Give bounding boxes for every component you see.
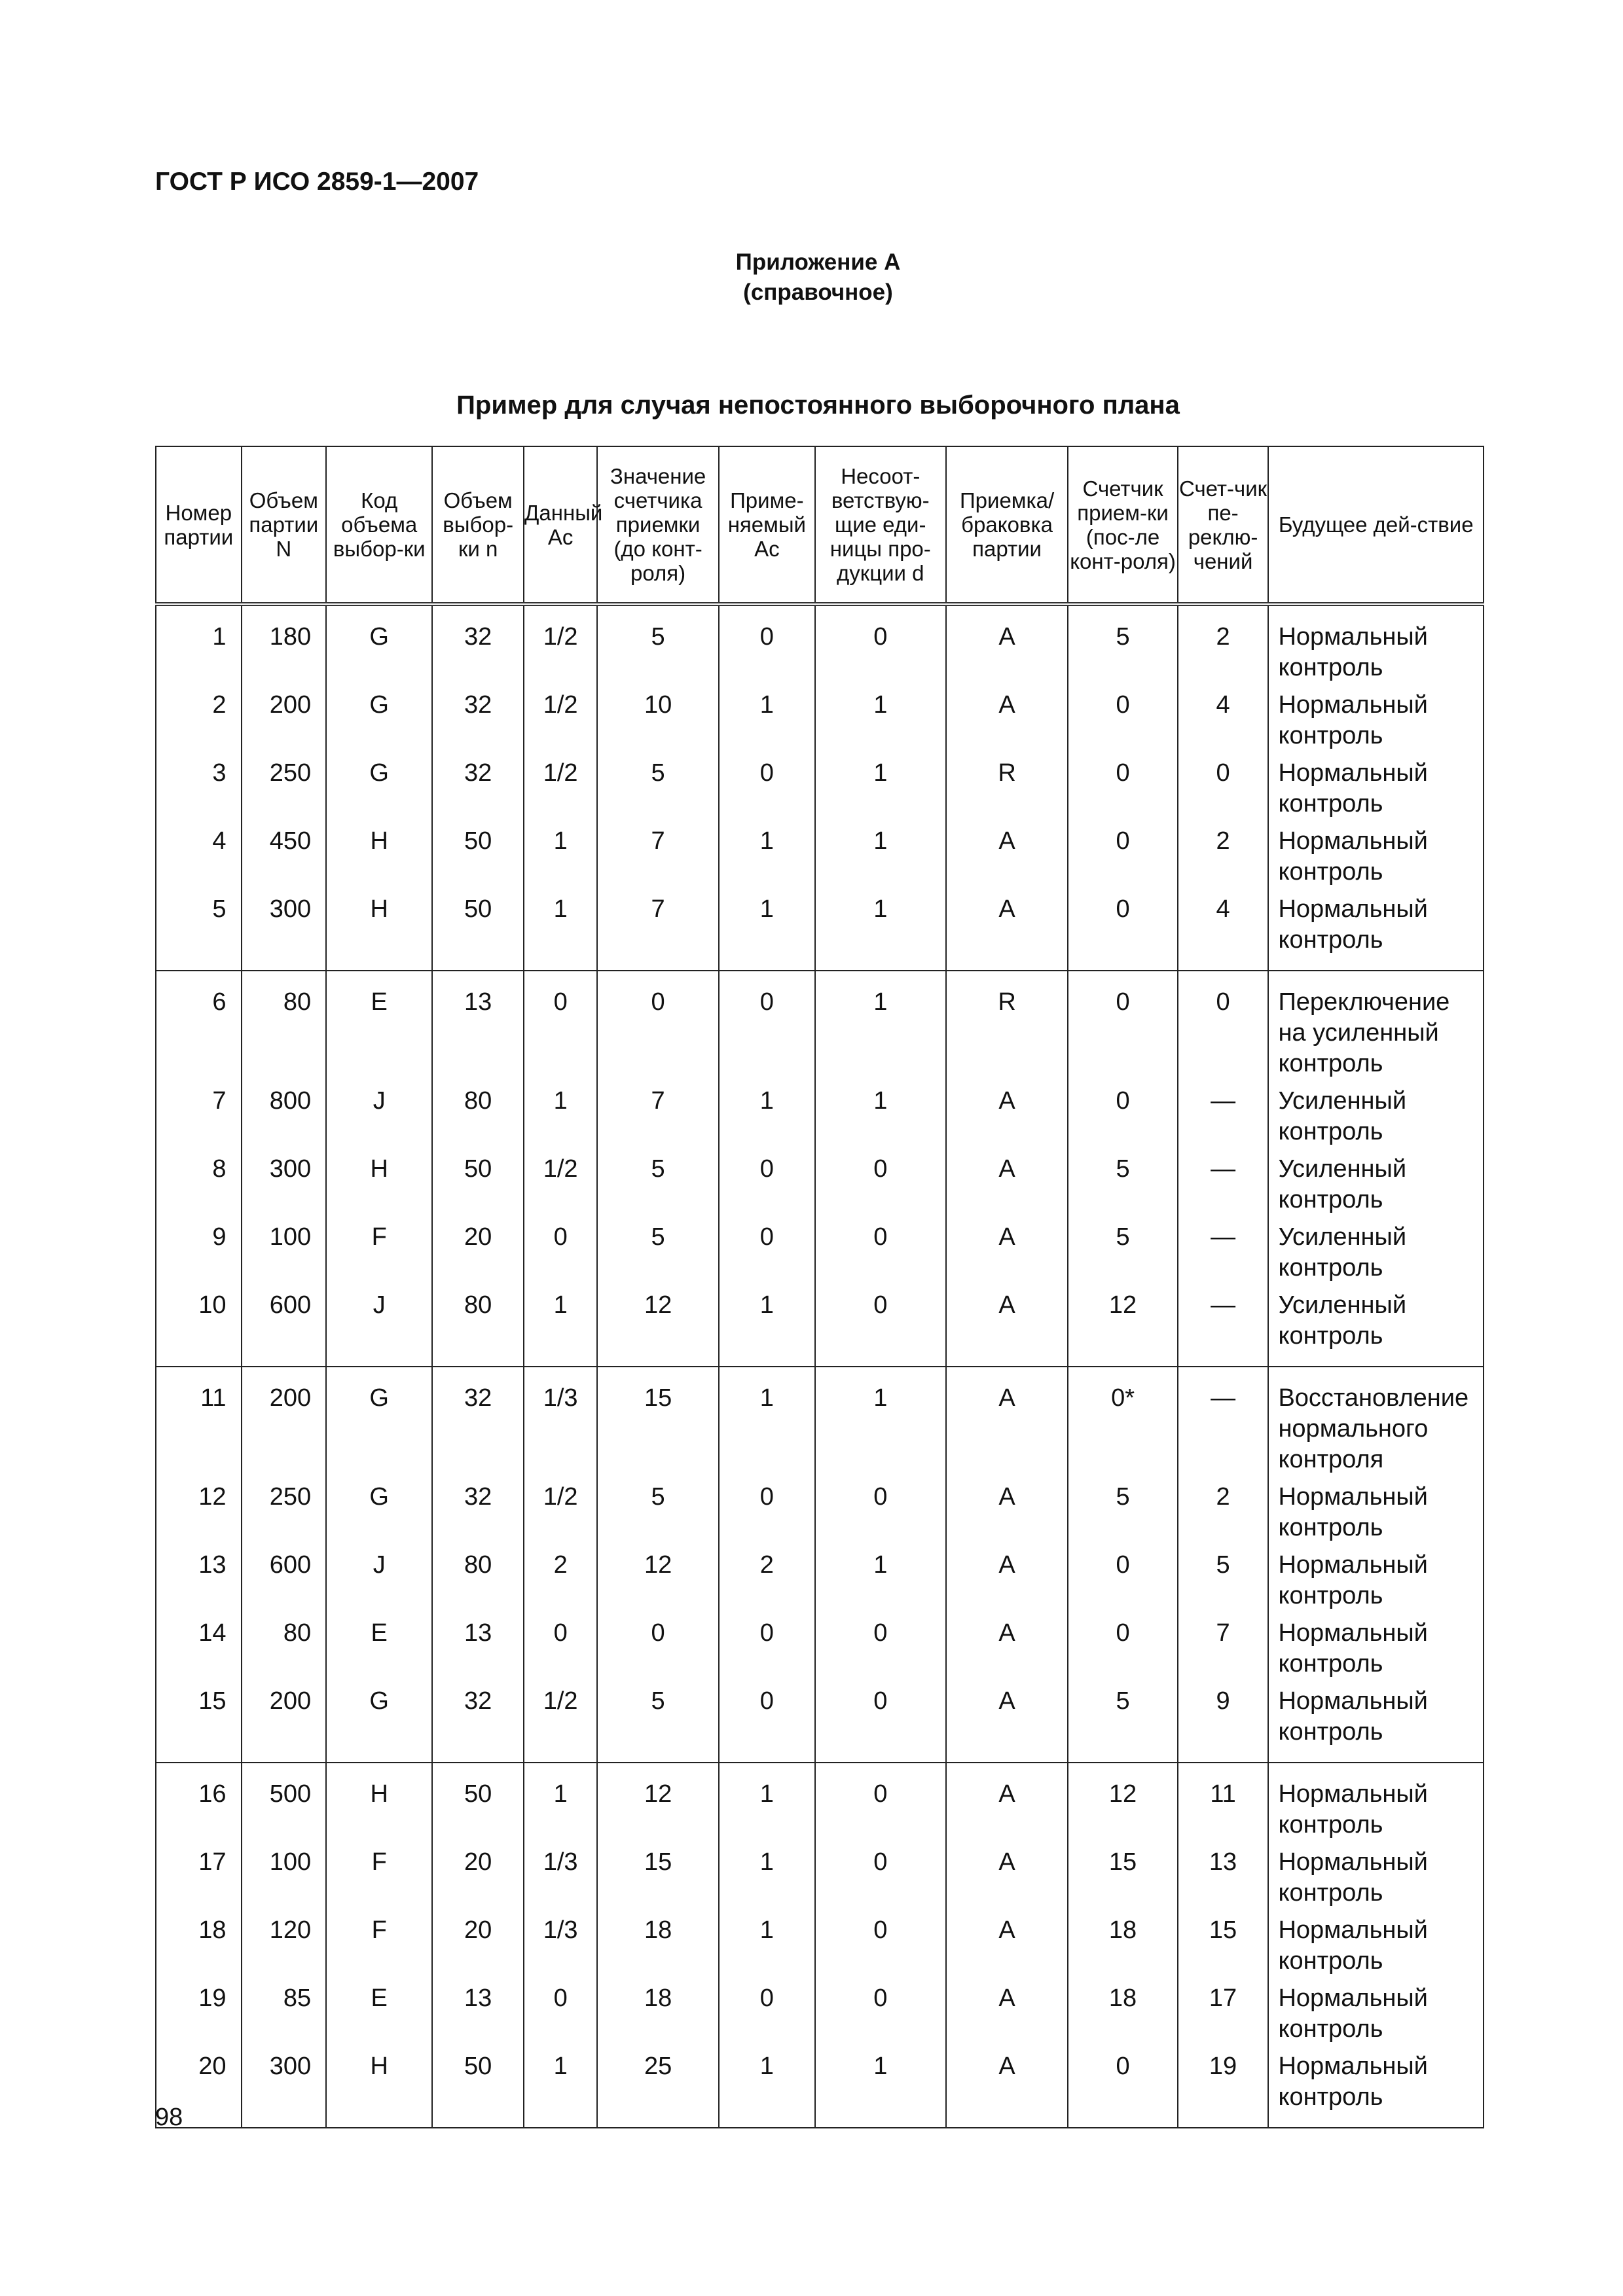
given-ac-cell: 1/3 [524, 1367, 597, 1475]
switching-score-cell: 7 [1178, 1611, 1269, 1679]
switching-score-cell: 2 [1178, 819, 1269, 888]
lot-size-cell: 300 [242, 1147, 327, 1215]
future-action-cell: Нормальный контроль [1268, 1611, 1484, 1679]
lot-size-cell: 80 [242, 1611, 327, 1679]
lot-size-cell: 180 [242, 604, 327, 683]
lot-number-cell: 17 [156, 1840, 242, 1909]
acceptance-score-after-cell: 0 [1068, 683, 1177, 751]
lot-size-cell: 600 [242, 1543, 327, 1611]
table-row [156, 888, 1484, 971]
lot-number-cell: 15 [156, 1679, 242, 1763]
sample-size-cell: 13 [432, 1611, 524, 1679]
lot-decision-cell: R [946, 971, 1068, 1079]
lot-decision-cell: A [946, 1079, 1068, 1147]
annex-type: (справочное) [743, 279, 893, 305]
lot-number-cell: 1 [156, 604, 242, 683]
nonconforming-items-cell: 1 [815, 1367, 946, 1475]
switching-score-cell: 9 [1178, 1679, 1269, 1763]
lot-number-cell: 3 [156, 751, 242, 819]
acceptance-score-before-cell: 7 [597, 1079, 719, 1147]
nonconforming-items-cell: 0 [815, 1679, 946, 1763]
sample-size-code-cell: F [326, 1840, 432, 1909]
future-action-cell: Восстановление нормального контроля [1268, 1367, 1484, 1475]
lot-size-cell: 100 [242, 1215, 327, 1283]
switching-score-cell: — [1178, 1367, 1269, 1475]
acceptance-score-before-cell: 0 [597, 1611, 719, 1679]
acceptance-score-after-cell: 0* [1068, 1367, 1177, 1475]
acceptance-score-after-cell: 0 [1068, 819, 1177, 888]
acceptance-score-before-cell: 5 [597, 751, 719, 819]
lot-decision-cell: A [946, 1611, 1068, 1679]
lot-decision-cell: A [946, 1543, 1068, 1611]
sample-size-cell: 32 [432, 1367, 524, 1475]
table-row [156, 1367, 1484, 1475]
applied-ac-cell: 1 [719, 1909, 815, 1977]
sample-size-cell: 20 [432, 1840, 524, 1909]
lot-decision-cell: A [946, 1367, 1068, 1475]
acceptance-score-after-cell: 18 [1068, 1977, 1177, 2045]
acceptance-score-before-cell: 15 [597, 1367, 719, 1475]
lot-number-cell: 6 [156, 971, 242, 1079]
column-header: Номер партии [156, 446, 242, 604]
sample-size-cell: 20 [432, 1909, 524, 1977]
lot-decision-cell: A [946, 1679, 1068, 1763]
future-action-cell: Нормальный контроль [1268, 1840, 1484, 1909]
lot-number-cell: 12 [156, 1475, 242, 1543]
given-ac-cell: 1 [524, 1283, 597, 1367]
applied-ac-cell: 1 [719, 1367, 815, 1475]
table-row [156, 2045, 1484, 2128]
lot-size-cell: 200 [242, 683, 327, 751]
lot-decision-cell: A [946, 819, 1068, 888]
nonconforming-items-cell: 0 [815, 1977, 946, 2045]
lot-size-cell: 85 [242, 1977, 327, 2045]
sample-size-code-cell: G [326, 1679, 432, 1763]
nonconforming-items-cell: 1 [815, 1543, 946, 1611]
lot-size-cell: 500 [242, 1763, 327, 1840]
sample-size-cell: 80 [432, 1543, 524, 1611]
future-action-cell: Нормальный контроль [1268, 1763, 1484, 1840]
future-action-cell: Нормальный контроль [1268, 751, 1484, 819]
switching-score-cell: — [1178, 1079, 1269, 1147]
sample-size-cell: 20 [432, 1215, 524, 1283]
switching-score-cell: — [1178, 1147, 1269, 1215]
table-row [156, 1215, 1484, 1283]
applied-ac-cell: 0 [719, 1611, 815, 1679]
lot-decision-cell: A [946, 888, 1068, 971]
future-action-cell: Усиленный контроль [1268, 1147, 1484, 1215]
sample-size-cell: 32 [432, 1475, 524, 1543]
nonconforming-items-cell: 0 [815, 1840, 946, 1909]
acceptance-score-before-cell: 18 [597, 1909, 719, 1977]
lot-size-cell: 100 [242, 1840, 327, 1909]
acceptance-score-before-cell: 5 [597, 1475, 719, 1543]
table-row [156, 1679, 1484, 1763]
sample-size-code-cell: G [326, 683, 432, 751]
given-ac-cell: 1/3 [524, 1909, 597, 1977]
lot-number-cell: 8 [156, 1147, 242, 1215]
acceptance-score-before-cell: 12 [597, 1543, 719, 1611]
acceptance-score-before-cell: 7 [597, 819, 719, 888]
lot-number-cell: 10 [156, 1283, 242, 1367]
sample-size-cell: 80 [432, 1079, 524, 1147]
future-action-cell: Нормальный контроль [1268, 683, 1484, 751]
lot-size-cell: 200 [242, 1367, 327, 1475]
nonconforming-items-cell: 1 [815, 971, 946, 1079]
sample-size-code-cell: E [326, 1611, 432, 1679]
table-row [156, 1977, 1484, 2045]
lot-number-cell: 4 [156, 819, 242, 888]
sample-size-code-cell: G [326, 1367, 432, 1475]
sample-size-cell: 50 [432, 819, 524, 888]
column-header: Приемка/ браковка партии [946, 446, 1068, 604]
sample-size-cell: 32 [432, 683, 524, 751]
lot-number-cell: 20 [156, 2045, 242, 2128]
applied-ac-cell: 1 [719, 819, 815, 888]
switching-score-cell: 13 [1178, 1840, 1269, 1909]
future-action-cell: Нормальный контроль [1268, 1977, 1484, 2045]
acceptance-score-after-cell: 18 [1068, 1909, 1177, 1977]
acceptance-score-before-cell: 12 [597, 1283, 719, 1367]
column-header: Будущее дей-ствие [1268, 446, 1484, 604]
switching-score-cell: 5 [1178, 1543, 1269, 1611]
table-row [156, 971, 1484, 1079]
switching-score-cell: 4 [1178, 888, 1269, 971]
sample-size-cell: 13 [432, 971, 524, 1079]
future-action-cell: Нормальный контроль [1268, 1475, 1484, 1543]
sample-size-cell: 50 [432, 1147, 524, 1215]
switching-score-cell: — [1178, 1215, 1269, 1283]
sample-size-cell: 80 [432, 1283, 524, 1367]
acceptance-score-after-cell: 0 [1068, 1543, 1177, 1611]
nonconforming-items-cell: 0 [815, 1611, 946, 1679]
acceptance-score-before-cell: 5 [597, 1679, 719, 1763]
applied-ac-cell: 2 [719, 1543, 815, 1611]
switching-score-cell: 0 [1178, 751, 1269, 819]
switching-score-cell: 19 [1178, 2045, 1269, 2128]
table-body [156, 604, 1484, 2128]
given-ac-cell: 1 [524, 819, 597, 888]
table-row [156, 1543, 1484, 1611]
acceptance-score-before-cell: 15 [597, 1840, 719, 1909]
table-row [156, 1611, 1484, 1679]
sample-size-code-cell: H [326, 2045, 432, 2128]
sample-size-code-cell: G [326, 604, 432, 683]
lot-size-cell: 120 [242, 1909, 327, 1977]
lot-size-cell: 800 [242, 1079, 327, 1147]
lot-number-cell: 7 [156, 1079, 242, 1147]
switching-score-cell: — [1178, 1283, 1269, 1367]
lot-decision-cell: A [946, 1977, 1068, 2045]
lot-decision-cell: A [946, 1475, 1068, 1543]
switching-score-cell: 0 [1178, 971, 1269, 1079]
lot-decision-cell: A [946, 1909, 1068, 1977]
acceptance-score-after-cell: 5 [1068, 1475, 1177, 1543]
given-ac-cell: 0 [524, 1215, 597, 1283]
lot-number-cell: 14 [156, 1611, 242, 1679]
column-header: Объем партии N [242, 446, 327, 604]
table-title: Пример для случая непостоянного выборочного плана [456, 391, 1180, 420]
given-ac-cell: 1 [524, 1763, 597, 1840]
table-row [156, 683, 1484, 751]
future-action-cell: Нормальный контроль [1268, 604, 1484, 683]
applied-ac-cell: 0 [719, 751, 815, 819]
acceptance-score-before-cell: 0 [597, 971, 719, 1079]
lot-size-cell: 80 [242, 971, 327, 1079]
column-header: Объем выбор-ки n [432, 446, 524, 604]
column-header: Счет-чик пе-реклю-чений [1178, 446, 1269, 604]
table-header-row [156, 446, 1484, 604]
applied-ac-cell: 1 [719, 888, 815, 971]
acceptance-score-after-cell: 0 [1068, 2045, 1177, 2128]
lot-number-cell: 18 [156, 1909, 242, 1977]
column-header: Данный Ac [524, 446, 597, 604]
sample-size-cell: 32 [432, 1679, 524, 1763]
acceptance-score-after-cell: 0 [1068, 888, 1177, 971]
lot-decision-cell: A [946, 2045, 1068, 2128]
given-ac-cell: 0 [524, 1611, 597, 1679]
given-ac-cell: 1/2 [524, 1475, 597, 1543]
table-row [156, 1283, 1484, 1367]
lot-decision-cell: A [946, 1215, 1068, 1283]
given-ac-cell: 1 [524, 888, 597, 971]
applied-ac-cell: 0 [719, 604, 815, 683]
given-ac-cell: 0 [524, 1977, 597, 2045]
lot-decision-cell: A [946, 683, 1068, 751]
sample-size-code-cell: E [326, 1977, 432, 2045]
future-action-cell: Усиленный контроль [1268, 1079, 1484, 1147]
column-header: Приме-няемый Ac [719, 446, 815, 604]
table-row [156, 604, 1484, 683]
nonconforming-items-cell: 1 [815, 1079, 946, 1147]
switching-score-cell: 15 [1178, 1909, 1269, 1977]
lot-decision-cell: A [946, 1283, 1068, 1367]
sample-size-code-cell: J [326, 1079, 432, 1147]
future-action-cell: Усиленный контроль [1268, 1283, 1484, 1367]
acceptance-score-after-cell: 5 [1068, 604, 1177, 683]
sample-size-code-cell: G [326, 751, 432, 819]
lot-decision-cell: R [946, 751, 1068, 819]
acceptance-score-before-cell: 12 [597, 1763, 719, 1840]
acceptance-score-before-cell: 25 [597, 2045, 719, 2128]
applied-ac-cell: 0 [719, 1679, 815, 1763]
nonconforming-items-cell: 0 [815, 1283, 946, 1367]
nonconforming-items-cell: 1 [815, 888, 946, 971]
applied-ac-cell: 0 [719, 1475, 815, 1543]
acceptance-score-after-cell: 0 [1068, 1079, 1177, 1147]
future-action-cell: Переключение на усиленный контроль [1268, 971, 1484, 1079]
future-action-cell: Нормальный контроль [1268, 1909, 1484, 1977]
lot-size-cell: 250 [242, 751, 327, 819]
sample-size-code-cell: F [326, 1909, 432, 1977]
applied-ac-cell: 1 [719, 2045, 815, 2128]
sample-size-code-cell: H [326, 819, 432, 888]
table-row [156, 1079, 1484, 1147]
given-ac-cell: 1/3 [524, 1840, 597, 1909]
acceptance-score-after-cell: 12 [1068, 1283, 1177, 1367]
acceptance-score-after-cell: 5 [1068, 1679, 1177, 1763]
lot-size-cell: 300 [242, 2045, 327, 2128]
lot-number-cell: 2 [156, 683, 242, 751]
switching-score-cell: 2 [1178, 604, 1269, 683]
sample-size-code-cell: J [326, 1283, 432, 1367]
sample-size-code-cell: H [326, 888, 432, 971]
future-action-cell: Нормальный контроль [1268, 1679, 1484, 1763]
sample-size-cell: 50 [432, 1763, 524, 1840]
data-table-container [155, 446, 1484, 2111]
lot-decision-cell: A [946, 1763, 1068, 1840]
sample-size-cell: 50 [432, 2045, 524, 2128]
given-ac-cell: 1/2 [524, 751, 597, 819]
switching-score-cell: 17 [1178, 1977, 1269, 2045]
lot-size-cell: 200 [242, 1679, 327, 1763]
table-row [156, 1909, 1484, 1977]
acceptance-score-before-cell: 18 [597, 1977, 719, 2045]
applied-ac-cell: 1 [719, 1079, 815, 1147]
table-row [156, 1147, 1484, 1215]
sample-size-code-cell: J [326, 1543, 432, 1611]
given-ac-cell: 1/2 [524, 1679, 597, 1763]
given-ac-cell: 1/2 [524, 1147, 597, 1215]
switching-score-cell: 2 [1178, 1475, 1269, 1543]
sample-size-cell: 13 [432, 1977, 524, 2045]
lot-size-cell: 600 [242, 1283, 327, 1367]
lot-size-cell: 450 [242, 819, 327, 888]
lot-decision-cell: A [946, 1840, 1068, 1909]
column-header: Код объема выбор-ки [326, 446, 432, 604]
applied-ac-cell: 0 [719, 971, 815, 1079]
nonconforming-items-cell: 1 [815, 2045, 946, 2128]
acceptance-score-before-cell: 5 [597, 1215, 719, 1283]
applied-ac-cell: 1 [719, 683, 815, 751]
acceptance-score-after-cell: 0 [1068, 1611, 1177, 1679]
annex-heading [0, 247, 1623, 308]
acceptance-score-after-cell: 12 [1068, 1763, 1177, 1840]
sample-size-cell: 50 [432, 888, 524, 971]
given-ac-cell: 2 [524, 1543, 597, 1611]
nonconforming-items-cell: 0 [815, 604, 946, 683]
nonconforming-items-cell: 1 [815, 751, 946, 819]
sample-size-code-cell: E [326, 971, 432, 1079]
acceptance-score-before-cell: 7 [597, 888, 719, 971]
applied-ac-cell: 1 [719, 1283, 815, 1367]
applied-ac-cell: 0 [719, 1215, 815, 1283]
nonconforming-items-cell: 1 [815, 819, 946, 888]
table-row [156, 819, 1484, 888]
lot-size-cell: 300 [242, 888, 327, 971]
future-action-cell: Нормальный контроль [1268, 1543, 1484, 1611]
nonconforming-items-cell: 0 [815, 1475, 946, 1543]
acceptance-score-after-cell: 5 [1068, 1215, 1177, 1283]
future-action-cell: Усиленный контроль [1268, 1215, 1484, 1283]
table-row [156, 1763, 1484, 1840]
table-row [156, 751, 1484, 819]
acceptance-score-before-cell: 10 [597, 683, 719, 751]
table-row [156, 1475, 1484, 1543]
given-ac-cell: 1 [524, 1079, 597, 1147]
applied-ac-cell: 0 [719, 1147, 815, 1215]
sample-size-cell: 32 [432, 751, 524, 819]
column-header: Несоот-ветствую-щие еди-ницы про-дукции d [815, 446, 946, 604]
future-action-cell: Нормальный контроль [1268, 888, 1484, 971]
given-ac-cell: 0 [524, 971, 597, 1079]
given-ac-cell: 1/2 [524, 604, 597, 683]
lot-number-cell: 9 [156, 1215, 242, 1283]
lot-number-cell: 11 [156, 1367, 242, 1475]
lot-number-cell: 13 [156, 1543, 242, 1611]
applied-ac-cell: 0 [719, 1977, 815, 2045]
nonconforming-items-cell: 0 [815, 1147, 946, 1215]
document-header: ГОСТ Р ИСО 2859-1—2007 [155, 168, 479, 196]
sample-size-code-cell: H [326, 1147, 432, 1215]
sample-size-code-cell: F [326, 1215, 432, 1283]
nonconforming-items-cell: 0 [815, 1763, 946, 1840]
applied-ac-cell: 1 [719, 1840, 815, 1909]
lot-number-cell: 16 [156, 1763, 242, 1840]
switching-score-cell: 11 [1178, 1763, 1269, 1840]
sample-size-code-cell: G [326, 1475, 432, 1543]
sample-size-cell: 32 [432, 604, 524, 683]
annex-title: Приложение А [735, 249, 901, 275]
nonconforming-items-cell: 1 [815, 683, 946, 751]
sample-size-code-cell: H [326, 1763, 432, 1840]
acceptance-score-after-cell: 15 [1068, 1840, 1177, 1909]
acceptance-score-before-cell: 5 [597, 1147, 719, 1215]
given-ac-cell: 1/2 [524, 683, 597, 751]
future-action-cell: Нормальный контроль [1268, 2045, 1484, 2128]
applied-ac-cell: 1 [719, 1763, 815, 1840]
lot-decision-cell: A [946, 1147, 1068, 1215]
acceptance-score-after-cell: 0 [1068, 971, 1177, 1079]
column-header: Счетчик прием-ки (пос-ле конт-роля) [1068, 446, 1177, 604]
acceptance-score-after-cell: 5 [1068, 1147, 1177, 1215]
switching-score-cell: 4 [1178, 683, 1269, 751]
nonconforming-items-cell: 0 [815, 1215, 946, 1283]
lot-size-cell: 250 [242, 1475, 327, 1543]
acceptance-score-after-cell: 0 [1068, 751, 1177, 819]
acceptance-score-before-cell: 5 [597, 604, 719, 683]
table-row [156, 1840, 1484, 1909]
page-number: 98 [155, 2104, 183, 2131]
lot-number-cell: 19 [156, 1977, 242, 2045]
lot-number-cell: 5 [156, 888, 242, 971]
column-header: Значение счетчика приемки (до конт-роля) [597, 446, 719, 604]
sampling-plan-table [155, 446, 1484, 2128]
future-action-cell: Нормальный контроль [1268, 819, 1484, 888]
nonconforming-items-cell: 0 [815, 1909, 946, 1977]
lot-decision-cell: A [946, 604, 1068, 683]
given-ac-cell: 1 [524, 2045, 597, 2128]
